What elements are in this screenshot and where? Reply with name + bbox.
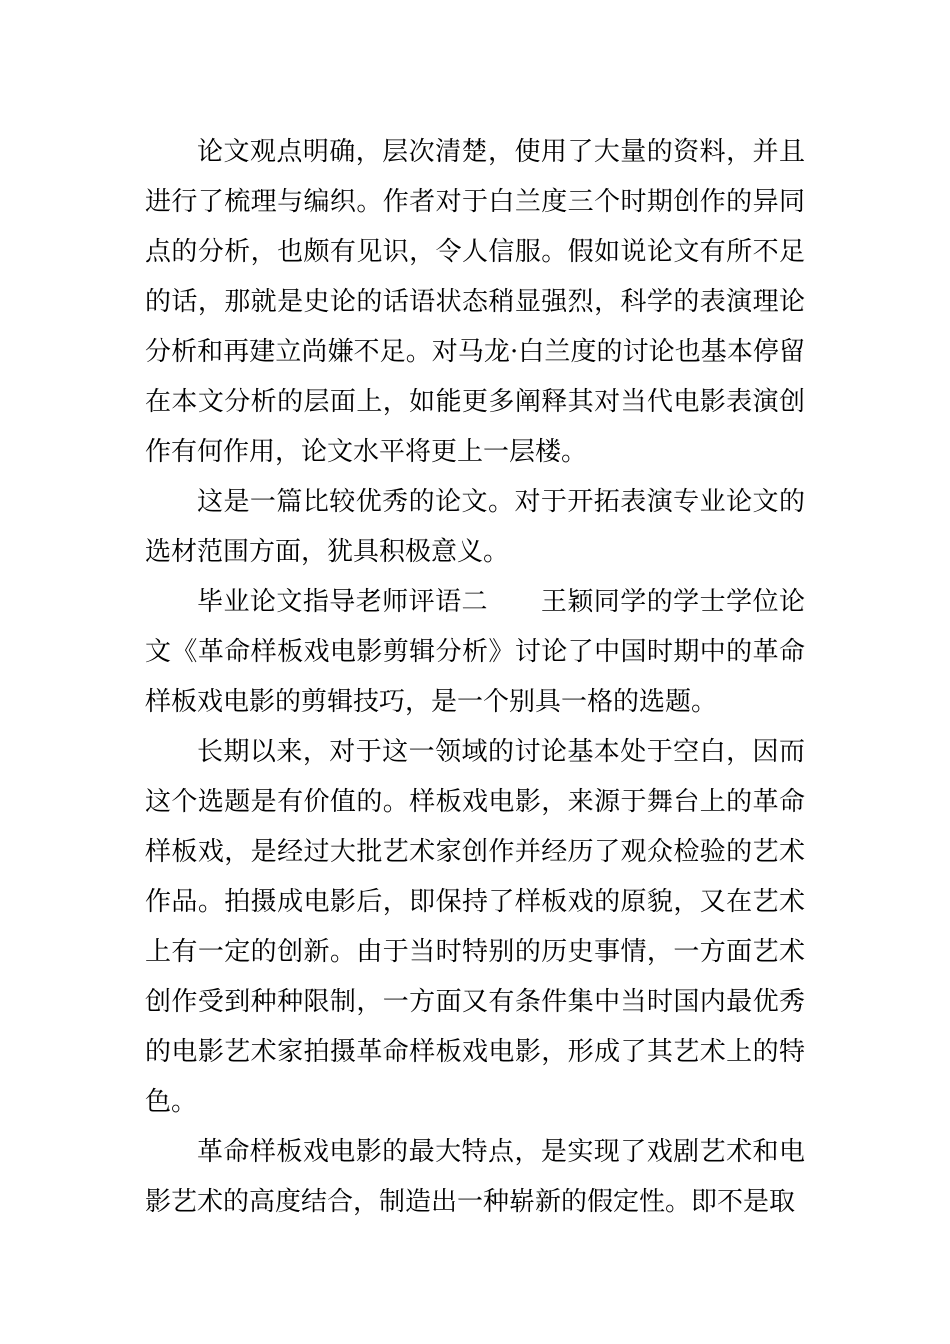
paragraph-4: 长期以来，对于这一领域的讨论基本处于空白，因而这个选题是有价值的。样板戏电影，来源于舞台上的革命样板戏，是经过大批艺术家创作并经历了观众检验的艺术作品。拍摄成电影后，即保持了样板戏的原貌，又在艺术上有一定的创新。由于当时特别的历史事情，一方面艺术创作受到种种限制，一方面又有条件集中当时国内最优秀的电影艺术家拍摄革命样板戏电影，形成了其艺术上的特色。 — [145, 737, 805, 1117]
document-body — [145, 127, 805, 1227]
paragraph-5: 革命样板戏电影的最大特点，是实现了戏剧艺术和电影艺术的高度结合，制造出一种崭新的假定性。即不是取 — [145, 1137, 805, 1217]
paragraph-1: 论文观点明确，层次清楚，使用了大量的资料，并且进行了梳理与编织。作者对于白兰度三个时期创作的异同点的分析，也颇有见识，令人信服。假如说论文有所不足的话，那就是史论的话语状态稍显强烈，科学的表演理论分析和再建立尚嫌不足。对马龙·白兰度的讨论也基本停留在本文分析的层面上，如能更多阐释其对当代电影表演创作有何作用，论文水平将更上一层楼。 — [145, 137, 805, 467]
paragraph-2: 这是一篇比较优秀的论文。对于开拓表演专业论文的选材范围方面，犹具积极意义。 — [145, 487, 805, 567]
paragraph-3: 毕业论文指导老师评语二 王颖同学的学士学位论文《革命样板戏电影剪辑分析》讨论了中国时期中的革命样板戏电影的剪辑技巧，是一个别具一格的选题。 — [145, 587, 805, 717]
